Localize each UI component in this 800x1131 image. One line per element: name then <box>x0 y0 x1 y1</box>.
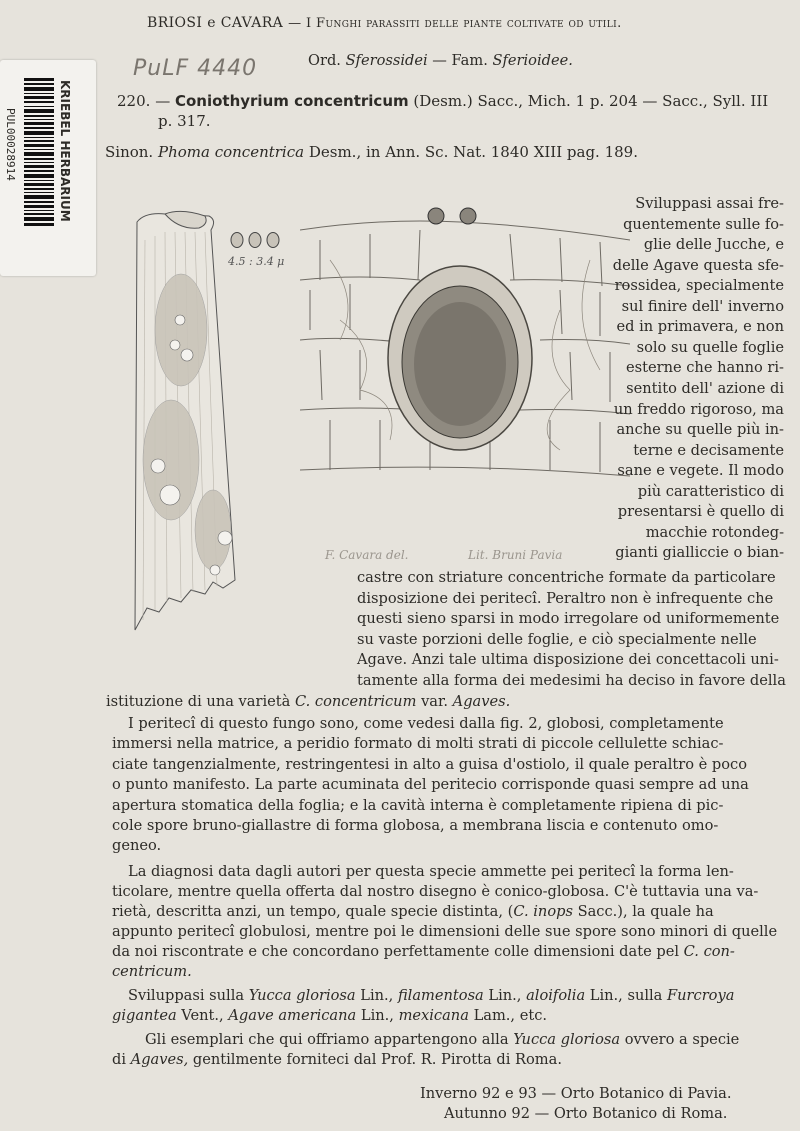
spore-illustration <box>228 230 284 250</box>
p4-lin3: Lin., sulla <box>589 987 663 1004</box>
rightcol-line: ed in primavera, e non <box>616 318 784 336</box>
running-header <box>147 13 622 34</box>
order-name: Sferossidei <box>345 52 428 69</box>
header-series: — I Funghi parassiti delle piante coltivate od utili. <box>288 16 622 31</box>
rightcol-line: delle Agave questa sfe- <box>612 256 784 274</box>
species-name: Coniothyrium concentricum <box>174 92 409 110</box>
rightcol-line: anche su quelle più in- <box>616 421 784 439</box>
entry-citation: (Desm.) Sacc., Mich. 1 p. 204 — Sacc., Syll. III <box>413 92 769 110</box>
p2-line: o punto manifesto. La parte acuminata del peritecio corrisponde quasi sempre ad una <box>112 776 749 794</box>
p3-line: La diagnosi data dagli autori per questa specie ammette pei peritecî la forma len- <box>128 863 734 880</box>
rightcol-line: solo su quelle foglie <box>636 338 784 356</box>
rightcol-line: presentarsi è quello di <box>617 503 784 521</box>
p4-line-2 <box>112 1006 547 1026</box>
p4-filamentosa: filamentosa <box>397 987 484 1004</box>
classification-line <box>308 51 573 71</box>
rightcol-line: glie delle Jucche, e <box>643 236 784 254</box>
p2-line: immersi nella matrice, a peridio formato di molti strati di piccole cellulette schiac- <box>112 735 724 753</box>
fam-label: — Fam. <box>432 52 488 69</box>
p3-l5-species: C. con- <box>683 943 735 960</box>
p1-text-a: istituzione di una varietà <box>106 693 291 710</box>
midcol-line: tamente alla forma dei medesimi ha deciso in favore della <box>357 672 786 689</box>
p5-agaves: Agaves, <box>130 1051 189 1068</box>
midcol-line: questi sieno sparsi in modo irregolare od uniformemente <box>357 610 780 628</box>
leaf-illustration <box>125 210 255 640</box>
p2-line: ciate tangenzialmente, restringentesi in alto a guisa d'ostiolo, il quale peraltro è poco <box>112 755 748 773</box>
synonym-name: Phoma concentrica <box>157 143 305 161</box>
barcode-number: PUL00028914 <box>4 108 17 181</box>
rightcol-line: quentemente sulle fo- <box>623 215 784 233</box>
p1-species: C. concentricum <box>295 693 417 710</box>
p3-line: ticolare, mentre quella offerta dal nostro disegno è conico-globosa. C'è tuttavia una va- <box>112 883 759 900</box>
p1-text-c: var. <box>421 693 449 710</box>
header-authors: BRIOSI e CAVARA <box>147 15 284 31</box>
p4-lam: Lam., etc. <box>473 1007 548 1024</box>
illustrator-signature: F. Cavara del. <box>325 548 409 562</box>
rightcol-line: Sviluppasi assai fre- <box>635 195 784 212</box>
midcol-line: Agave. Anzi tale ultima disposizione dei concettacoli uni- <box>357 651 779 669</box>
midcol-line: disposizione dei peritecî. Peraltro non è infrequente che <box>357 589 774 607</box>
p3-line-5 <box>112 942 735 962</box>
p4-aloifolia: aloifolia <box>526 987 586 1004</box>
locality-line-1: Inverno 92 e 93 — Orto Botanico di Pavia. <box>420 1085 732 1102</box>
rightcol-line: gianti gialliccie o bian- <box>615 544 784 562</box>
p3-line-3 <box>112 902 714 922</box>
rightcol-line: esterne che hanno ri- <box>625 359 784 377</box>
rightcol-line: rossidea, specialmente <box>614 277 784 295</box>
lithographer-signature: Lit. Bruni Pavia <box>468 548 563 562</box>
p2-line: cole spore bruno-giallastre di forma globosa, a membrana liscia e contenuto omo- <box>112 817 719 834</box>
synonym-line <box>105 142 638 162</box>
p4-text-a: Sviluppasi sulla <box>128 987 245 1004</box>
p4-lin4: Lin., <box>360 1007 394 1024</box>
p3-line-6 <box>112 962 192 982</box>
entry-number: 220. <box>117 92 151 110</box>
p4-lin2: Lin., <box>488 987 522 1004</box>
p2-line: geneo. <box>112 837 162 855</box>
barcode-graphic <box>24 78 54 228</box>
p5-text-c2: gentilmente forniteci dal Prof. R. Pirotta di Roma. <box>192 1051 562 1068</box>
midcol-line: su vaste porzioni delle foglie, e ciò specialmente nelle <box>357 630 757 648</box>
rightcol-line: un freddo rigoroso, ma <box>613 400 784 418</box>
p3-l3-c: Sacc.), la quale ha <box>577 903 714 920</box>
p5-line-2 <box>112 1050 562 1070</box>
p4-yucca: Yucca gloriosa <box>248 987 356 1004</box>
locality-line-2: Autunno 92 — Orto Botanico di Roma. <box>444 1105 728 1122</box>
rightcol-line: terne e decisamente <box>633 441 784 459</box>
entry-line <box>117 91 768 111</box>
handwritten-accession-number: PuLF 4440 <box>133 56 258 81</box>
entry-citation-cont: p. 317. <box>158 112 211 130</box>
herbarium-barcode-label <box>0 60 96 276</box>
p5-text-di: di <box>112 1051 127 1068</box>
p4-gigantea: gigantea <box>112 1007 177 1024</box>
entry-dash: — <box>155 92 171 110</box>
p5-line-1 <box>145 1030 739 1050</box>
rightcol-line: sentito dell' azione di <box>626 379 784 397</box>
p4-line-1 <box>128 986 734 1006</box>
p4-agave-americana: Agave americana <box>228 1007 357 1024</box>
synonym-ref: Desm., in Ann. Sc. Nat. 1840 XIII pag. 189. <box>308 143 638 161</box>
rightcol-line: macchie rotondeg- <box>645 523 784 541</box>
p3-l3-species: C. inops <box>513 903 573 920</box>
p3-l5-a: da noi riscontrate e che concordano perfettamente colle dimensioni date pel <box>112 943 679 960</box>
spore-size-label: 4.5 : 3.4 μ <box>228 255 285 268</box>
p5-text-a: Gli esemplari che qui offriamo appartengono alla <box>145 1031 509 1048</box>
rightcol-line: sul finire dell' inverno <box>621 297 784 315</box>
rightcol-line: più caratteristico di <box>637 482 784 500</box>
p2-line: apertura stomatica della foglia; e la cavità interna è completamente ripiena di pic- <box>112 796 724 814</box>
herbarium-name: KRIEBEL HERBARIUM <box>58 80 72 222</box>
p4-furcroya: Furcroya <box>667 987 735 1004</box>
family-name: Sferioidee. <box>492 52 573 69</box>
synonym-prefix: Sinon. <box>105 143 154 161</box>
p3-l6-species: centricum. <box>112 963 192 980</box>
midcol-line: castre con striature concentriche formate da particolare <box>357 569 776 586</box>
p4-lin1: Lin., <box>360 987 394 1004</box>
rightcol-line: sane e vegete. Il modo <box>617 462 784 480</box>
p3-l3-a: rietà, descritta anzi, un tempo, quale specie distinta, ( <box>112 903 514 920</box>
para1-last-line <box>106 692 510 712</box>
ord-label: Ord. <box>308 52 341 69</box>
perithecium-section-illustration <box>300 200 630 480</box>
p5-yucca: Yucca gloriosa <box>513 1031 621 1048</box>
p3-line-4: appunto peritecî globulosi, mentre poi le dimensioni delle sue spore sono minori di quelle <box>112 923 778 940</box>
p4-vent: Vent., <box>181 1007 224 1024</box>
p5-text-c: ovvero a specie <box>624 1031 740 1048</box>
p2-line: I peritecî di questo fungo sono, come vedesi dalla fig. 2, globosi, completamente <box>128 715 724 732</box>
p4-mexicana: mexicana <box>398 1007 469 1024</box>
p1-variety: Agaves. <box>452 693 511 710</box>
